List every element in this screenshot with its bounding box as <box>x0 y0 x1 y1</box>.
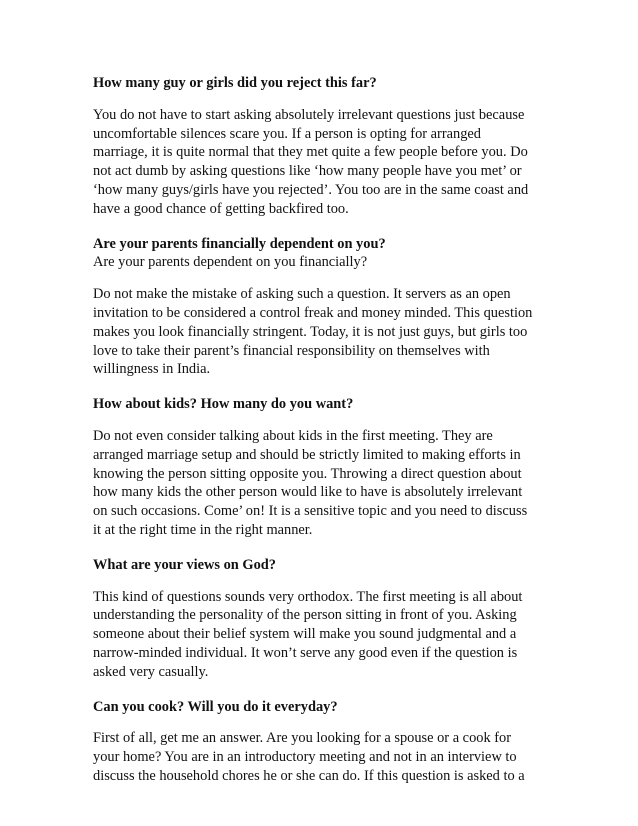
section-paragraph: Do not even consider talking about kids in the first meeting. They are arranged marriage setup and should be strictly limited to making efforts in knowing the person sitting opposite you. Throwing a direct question about how many kids the other person would like to have is absolutely irrelevant on such occasions. Come’ on! It is a sensitive topic and you need to discuss it at the right time in the right manner. <box>93 427 528 538</box>
spacer <box>93 219 543 235</box>
document-page <box>93 74 543 786</box>
section-heading: Are your parents financially dependent on you? <box>93 235 386 252</box>
spacer <box>93 540 543 556</box>
spacer <box>93 379 543 395</box>
section-heading: How about kids? How many do you want? <box>93 396 354 413</box>
spacer <box>93 716 543 729</box>
section-heading: How many guy or girls did you reject this far? <box>93 75 377 91</box>
section-paragraph: You do not have to start asking absolutely irrelevant questions just because uncomfortable silences scare you. If a person is opting for arranged marriage, it is quite normal that they met quite a few people before you. Do not act dumb by asking questions like ‘how many people have you met’ or ‘how many guys/girls have you rejected’. You too are in the same coast and have a good chance of getting backfired too. <box>93 106 529 217</box>
spacer <box>93 93 543 106</box>
spacer <box>93 272 543 285</box>
section-paragraph: This kind of questions sounds very orthodox. The first meeting is all about understanding the personality of the person sitting in front of you. Asking someone about their belief system will make you sound judgmental and a narrow-minded individual. It won’t serve any good even if the question is asked very casually. <box>93 588 523 680</box>
section-heading: What are your views on God? <box>93 556 276 573</box>
section-paragraph: Do not make the mistake of asking such a question. It servers as an open invitation to be considered a control freak and money minded. This question makes you look financially stringent. Today, it is not just guys, but girls too love to take their parent’s financial responsibility on themselves with willingness in India. <box>93 286 533 378</box>
section-paragraph: First of all, get me an answer. Are you looking for a spouse or a cook for your home? You are in an introductory meeting and not in an interview to discuss the household chores he or she can do. If this question is asked to a <box>93 730 525 784</box>
spacer <box>93 682 543 698</box>
spacer <box>93 575 543 588</box>
spacer <box>93 414 543 427</box>
section-subline: Are your parents dependent on you financially? <box>93 254 368 271</box>
section-heading: Can you cook? Will you do it everyday? <box>93 698 338 715</box>
